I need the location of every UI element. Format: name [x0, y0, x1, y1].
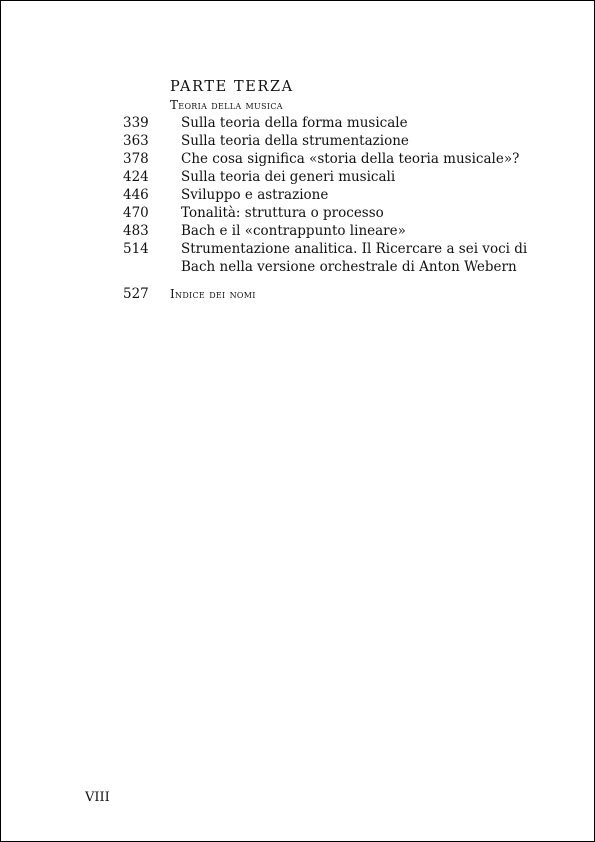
folio: VIII [85, 790, 110, 805]
entry-title: Che cosa significa «storia della teoria musicale»? [181, 151, 520, 167]
page-number: 424 [123, 169, 149, 185]
toc-entry [1, 132, 594, 150]
table-of-contents [1, 114, 594, 276]
part-heading: PARTE TERZA [170, 79, 294, 95]
page-number: 339 [123, 115, 149, 131]
page-number: 378 [123, 151, 149, 167]
index-entry [1, 285, 594, 303]
entry-title: Sulla teoria dei generi musicali [181, 169, 396, 185]
entry-title: Bach e il «contrappunto lineare» [181, 223, 406, 239]
toc-entry [1, 222, 594, 240]
section-heading: Teoria della musica [170, 98, 283, 112]
page-number: 483 [123, 223, 149, 239]
entry-title: Sviluppo e astrazione [181, 187, 329, 203]
toc-entry [1, 186, 594, 204]
entry-title: Sulla teoria della forma musicale [181, 115, 408, 131]
toc-entry [1, 114, 594, 132]
entry-title: Strumentazione analitica. Il Ricercare a sei voci di Bach nella versione orchestrale di Anton Webern [181, 241, 528, 275]
page-number: 514 [123, 241, 149, 257]
page-number: 527 [123, 286, 149, 302]
toc-entry [1, 168, 594, 186]
toc-entry [1, 150, 594, 168]
toc-entry [1, 204, 594, 222]
index-title: Indice dei nomi [170, 287, 256, 301]
page-number: 470 [123, 205, 149, 221]
page-number: 446 [123, 187, 149, 203]
entry-title: Sulla teoria della strumentazione [181, 133, 409, 149]
page-number: 363 [123, 133, 149, 149]
toc-entry [1, 240, 594, 276]
entry-title: Tonalità: struttura o processo [181, 205, 384, 221]
